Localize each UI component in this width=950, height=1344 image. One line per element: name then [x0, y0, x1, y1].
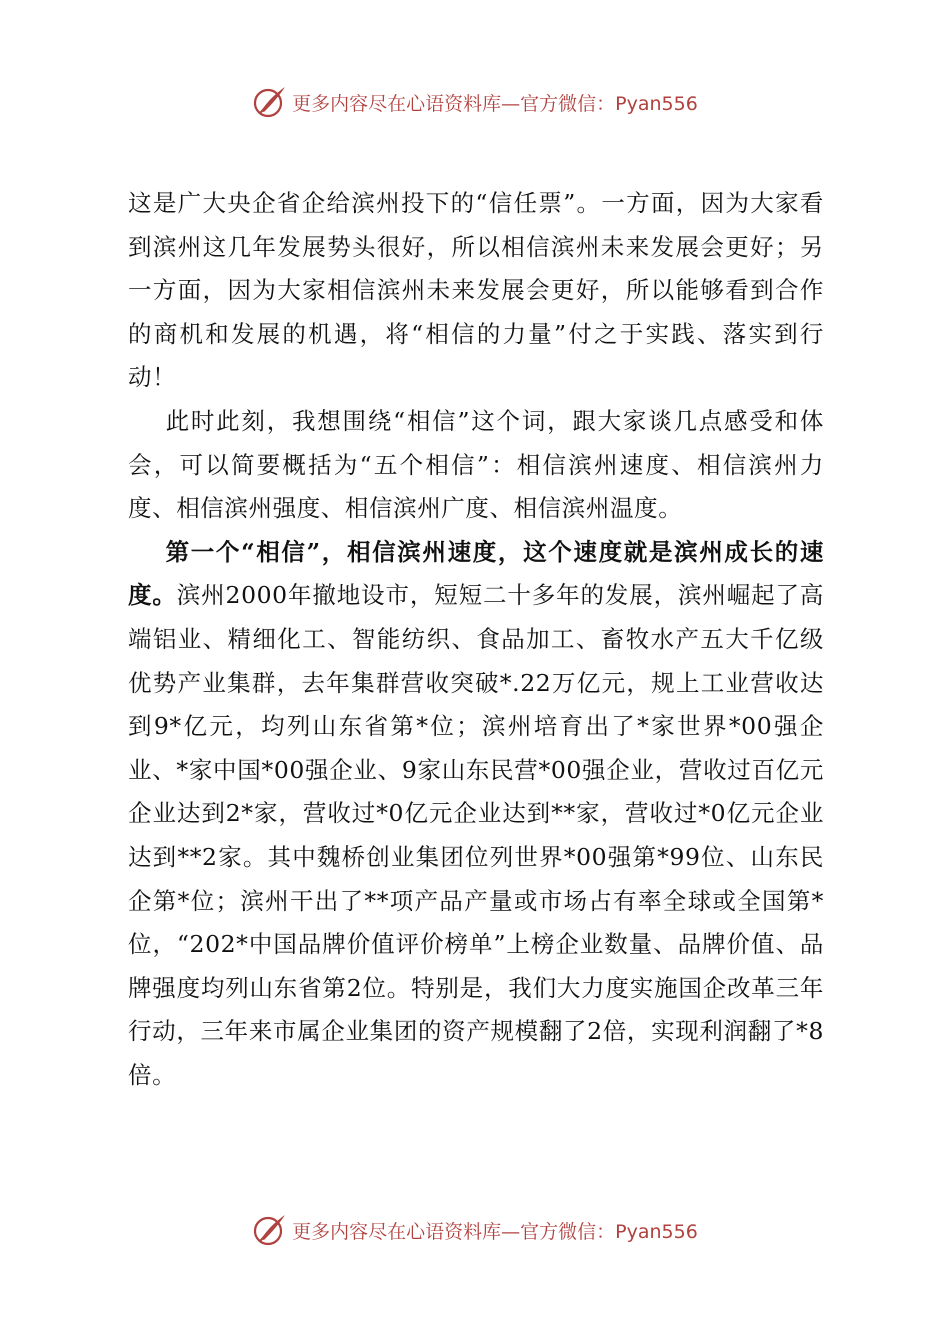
document-body	[128, 182, 824, 1097]
header-banner	[0, 80, 950, 124]
quill-logo-icon	[252, 84, 288, 120]
quill-logo-icon	[252, 1212, 288, 1248]
footer-banner	[0, 1208, 950, 1252]
wechat-id: Pyan556	[615, 92, 698, 115]
banner-text: 更多内容尽在心语资料库—官方微信：Pyan556	[292, 1220, 698, 1243]
paragraph-2: 此时此刻，我想围绕“相信”这个词，跟大家谈几点感受和体会，可以简要概括为“五个相信”：相信滨州速度、相信滨州力度、相信滨州强度、相信滨州广度、相信滨州温度。	[128, 406, 824, 523]
paragraph-3: 第一个“相信”，相信滨州速度，这个速度就是滨州成长的速度。滨州2000年撤地设市，短短二十多年的发展，滨州崛起了高端铝业、精细化工、智能纺织、食品加工、畜牧水产五大千亿级优势产业集群，去年集群营收突破*.22万亿元，规上工业营收达到9*亿元，均列山东省第*位；滨州培育出了*家世界*00强企业、*家中国*00强企业、9家山东民营*00强企业，营收过百亿元企业达到2*家，营收过*0亿元企业达到**家，营收过*0亿元企业达到**2家。其中魏桥创业集团位列世界*00强第*99位、山东民企第*位；滨州干出了**项产品产量或市场占有率全球或全国第*位，“202*中国品牌价值评价榜单”上榜企业数量、品牌价值、品牌强度均列山东省第2位。特别是，我们大力度实施国企改革三年行动，三年来市属企业集团的资产规模翻了2倍，实现利润翻了*8倍。	[128, 537, 825, 1089]
wechat-id: Pyan556	[615, 1220, 698, 1243]
banner-text: 更多内容尽在心语资料库—官方微信：Pyan556	[292, 92, 698, 115]
paragraph-1: 这是广大央企省企给滨州投下的“信任票”。一方面，因为大家看到滨州这几年发展势头很好，所以相信滨州未来发展会更好；另一方面，因为大家相信滨州未来发展会更好，所以能够看到合作的商机和发展的机遇，将“相信的力量”付之于实践、落实到行动！	[128, 189, 824, 392]
paragraph-heading: 第一个“相信”，相信滨州速度，这个速度就是滨州成长的速度。	[128, 537, 824, 610]
